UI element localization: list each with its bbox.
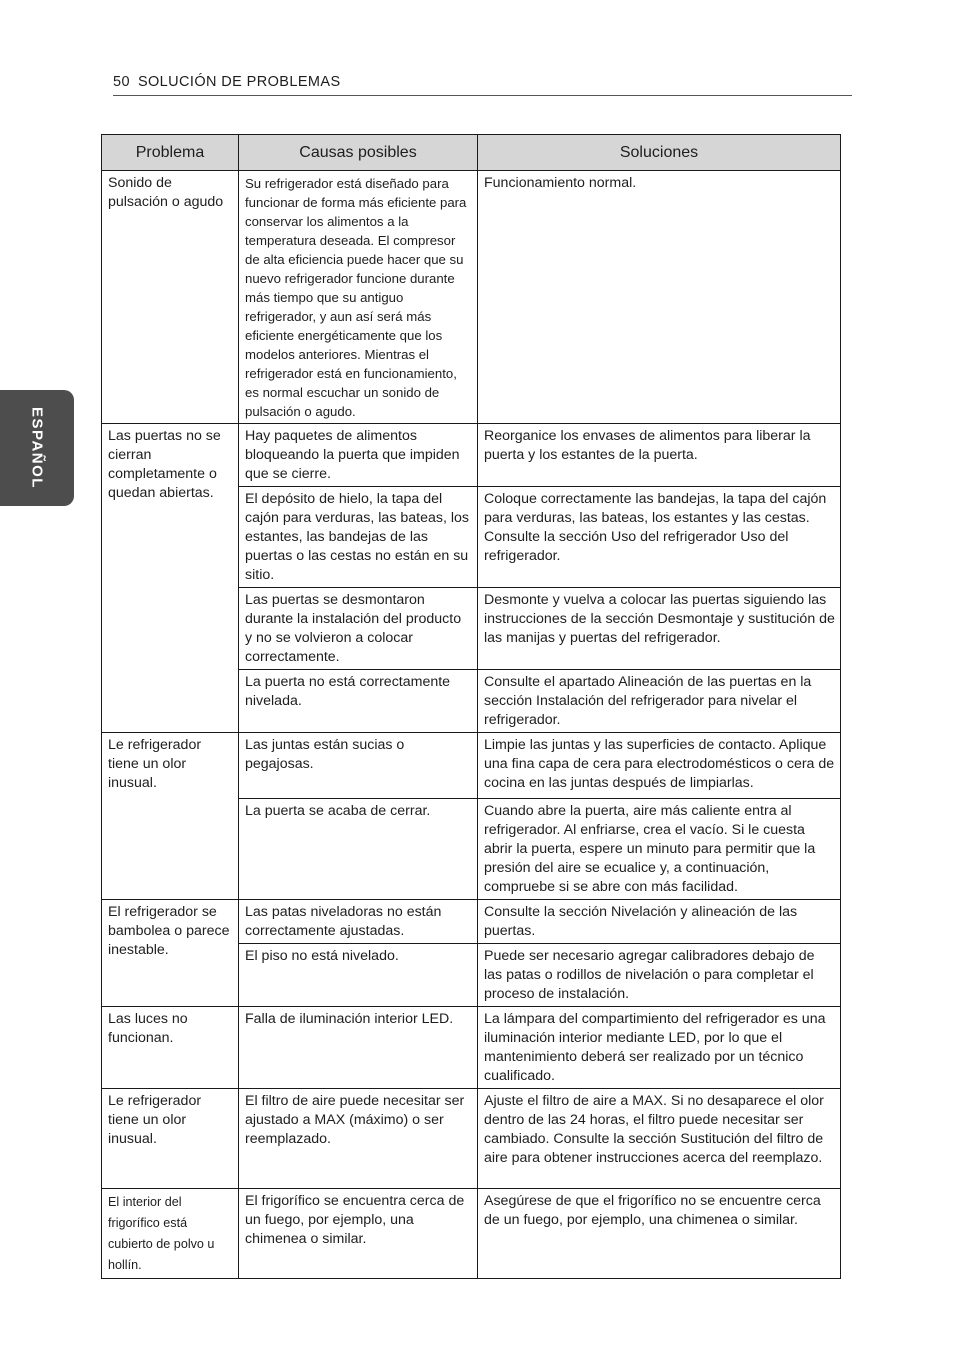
problem-cell: Las luces no funcionan. (102, 1007, 239, 1089)
header-causes: Causas posibles (239, 135, 478, 171)
solution-cell: Desmonte y vuelva a colocar las puertas siguiendo las instrucciones de la sección Desmontaje y sustitución de las manijas y puertas del refrigerador. (478, 588, 841, 670)
problem-cell: Le refrigerador tiene un olor inusual. (102, 1089, 239, 1189)
cause-cell: El filtro de aire puede necesitar ser ajustado a MAX (máximo) o ser reemplazado. (239, 1089, 478, 1189)
solution-cell: Asegúrese de que el frigorífico no se encuentre cerca de un fuego, por ejemplo, una chimenea o similar. (478, 1189, 841, 1279)
cause-cell: Las puertas se desmontaron durante la instalación del producto y no se volvieron a colocar correctamente. (239, 588, 478, 670)
solution-cell: La lámpara del compartimiento del refrigerador es una iluminación interior mediante LED, por lo que el mantenimiento deberá ser realizado por un técnico cualificado. (478, 1007, 841, 1089)
problem-cell: El refrigerador se bambolea o parece inestable. (102, 900, 239, 1007)
cause-cell: Su refrigerador está diseñado para funcionar de forma más eficiente para conservar los alimentos a la temperatura deseada. El compresor de alta eficiencia puede hacer que su nuevo refrigerador funcione durante más tiempo que su antiguo refrigerador, y aun así será más eficiente energéticamente que los modelos anteriores. Mientras el refrigerador está en funcionamiento, es normal escuchar un sonido de pulsación o agudo. (239, 171, 478, 424)
cause-cell: El depósito de hielo, la tapa del cajón para verduras, las bateas, los estantes, las bandejas de las puertas o las cestas no están en su sitio. (239, 487, 478, 588)
table-row (102, 1089, 841, 1189)
problem-cell: Le refrigerador tiene un olor inusual. (102, 733, 239, 900)
solution-cell: Limpie las juntas y las superficies de contacto. Aplique una fina capa de cera para electrodomésticos o cera de cocina en las juntas después de limpiarlas. (478, 733, 841, 799)
solution-cell: Consulte la sección Nivelación y alineación de las puertas. (478, 900, 841, 944)
solution-cell: Ajuste el filtro de aire a MAX. Si no desaparece el olor dentro de las 24 horas, el filtro puede necesitar ser cambiado. Consulte la sección Sustitución del filtro de aire para obtener instrucciones acerca del reemplazo. (478, 1089, 841, 1189)
problem-cell: El interior del frigorífico está cubierto de polvo u hollín. (102, 1189, 239, 1279)
section-title: SOLUCIÓN DE PROBLEMAS (137, 74, 341, 90)
solution-cell: Reorganice los envases de alimentos para liberar la puerta y los estantes de la puerta. (478, 424, 841, 487)
troubleshooting-table (101, 134, 841, 1279)
cause-cell: Hay paquetes de alimentos bloqueando la puerta que impiden que se cierre. (239, 424, 478, 487)
problem-cell: Sonido de pulsación o agudo (102, 171, 239, 424)
cause-cell: La puerta se acaba de cerrar. (239, 799, 478, 900)
header-problem: Problema (102, 135, 239, 171)
language-tab (0, 390, 74, 506)
cause-cell: Las juntas están sucias o pegajosas. (239, 733, 478, 799)
solution-cell: Cuando abre la puerta, aire más caliente entra al refrigerador. Al enfriarse, crea el vacío. Si le cuesta abrir la puerta, espere un minuto para permitir que la presión del aire se ecualice y, a continuación, compruebe si se abre con más facilidad. (478, 799, 841, 900)
problem-cell: Las puertas no se cierran completamente o quedan abiertas. (102, 424, 239, 733)
table-header-row (102, 135, 841, 171)
cause-cell: El frigorífico se encuentra cerca de un fuego, por ejemplo, una chimenea o similar. (239, 1189, 478, 1279)
table-row (102, 1007, 841, 1089)
language-tab-label: ESPAÑOL (28, 407, 46, 489)
header-solutions: Soluciones (478, 135, 841, 171)
cause-cell: La puerta no está correctamente nivelada. (239, 670, 478, 733)
solution-cell: Puede ser necesario agregar calibradores debajo de las patas o rodillos de nivelación o para completar el proceso de instalación. (478, 944, 841, 1007)
solution-cell: Funcionamiento normal. (478, 171, 841, 424)
solution-cell: Consulte el apartado Alineación de las puertas en la sección Instalación del refrigerador para nivelar el refrigerador. (478, 670, 841, 733)
page-number: 50 (113, 74, 130, 90)
cause-cell: Falla de iluminación interior LED. (239, 1007, 478, 1089)
table-row (102, 424, 841, 487)
table-row (102, 900, 841, 944)
cause-cell: El piso no está nivelado. (239, 944, 478, 1007)
page-header (113, 74, 852, 96)
solution-cell: Coloque correctamente las bandejas, la tapa del cajón para verduras, las bateas, los estantes y las cestas. Consulte la sección Uso del refrigerador Uso del refrigerador. (478, 487, 841, 588)
table-row (102, 1189, 841, 1279)
table-row (102, 171, 841, 424)
cause-cell: Las patas niveladoras no están correctamente ajustadas. (239, 900, 478, 944)
table-row (102, 733, 841, 799)
